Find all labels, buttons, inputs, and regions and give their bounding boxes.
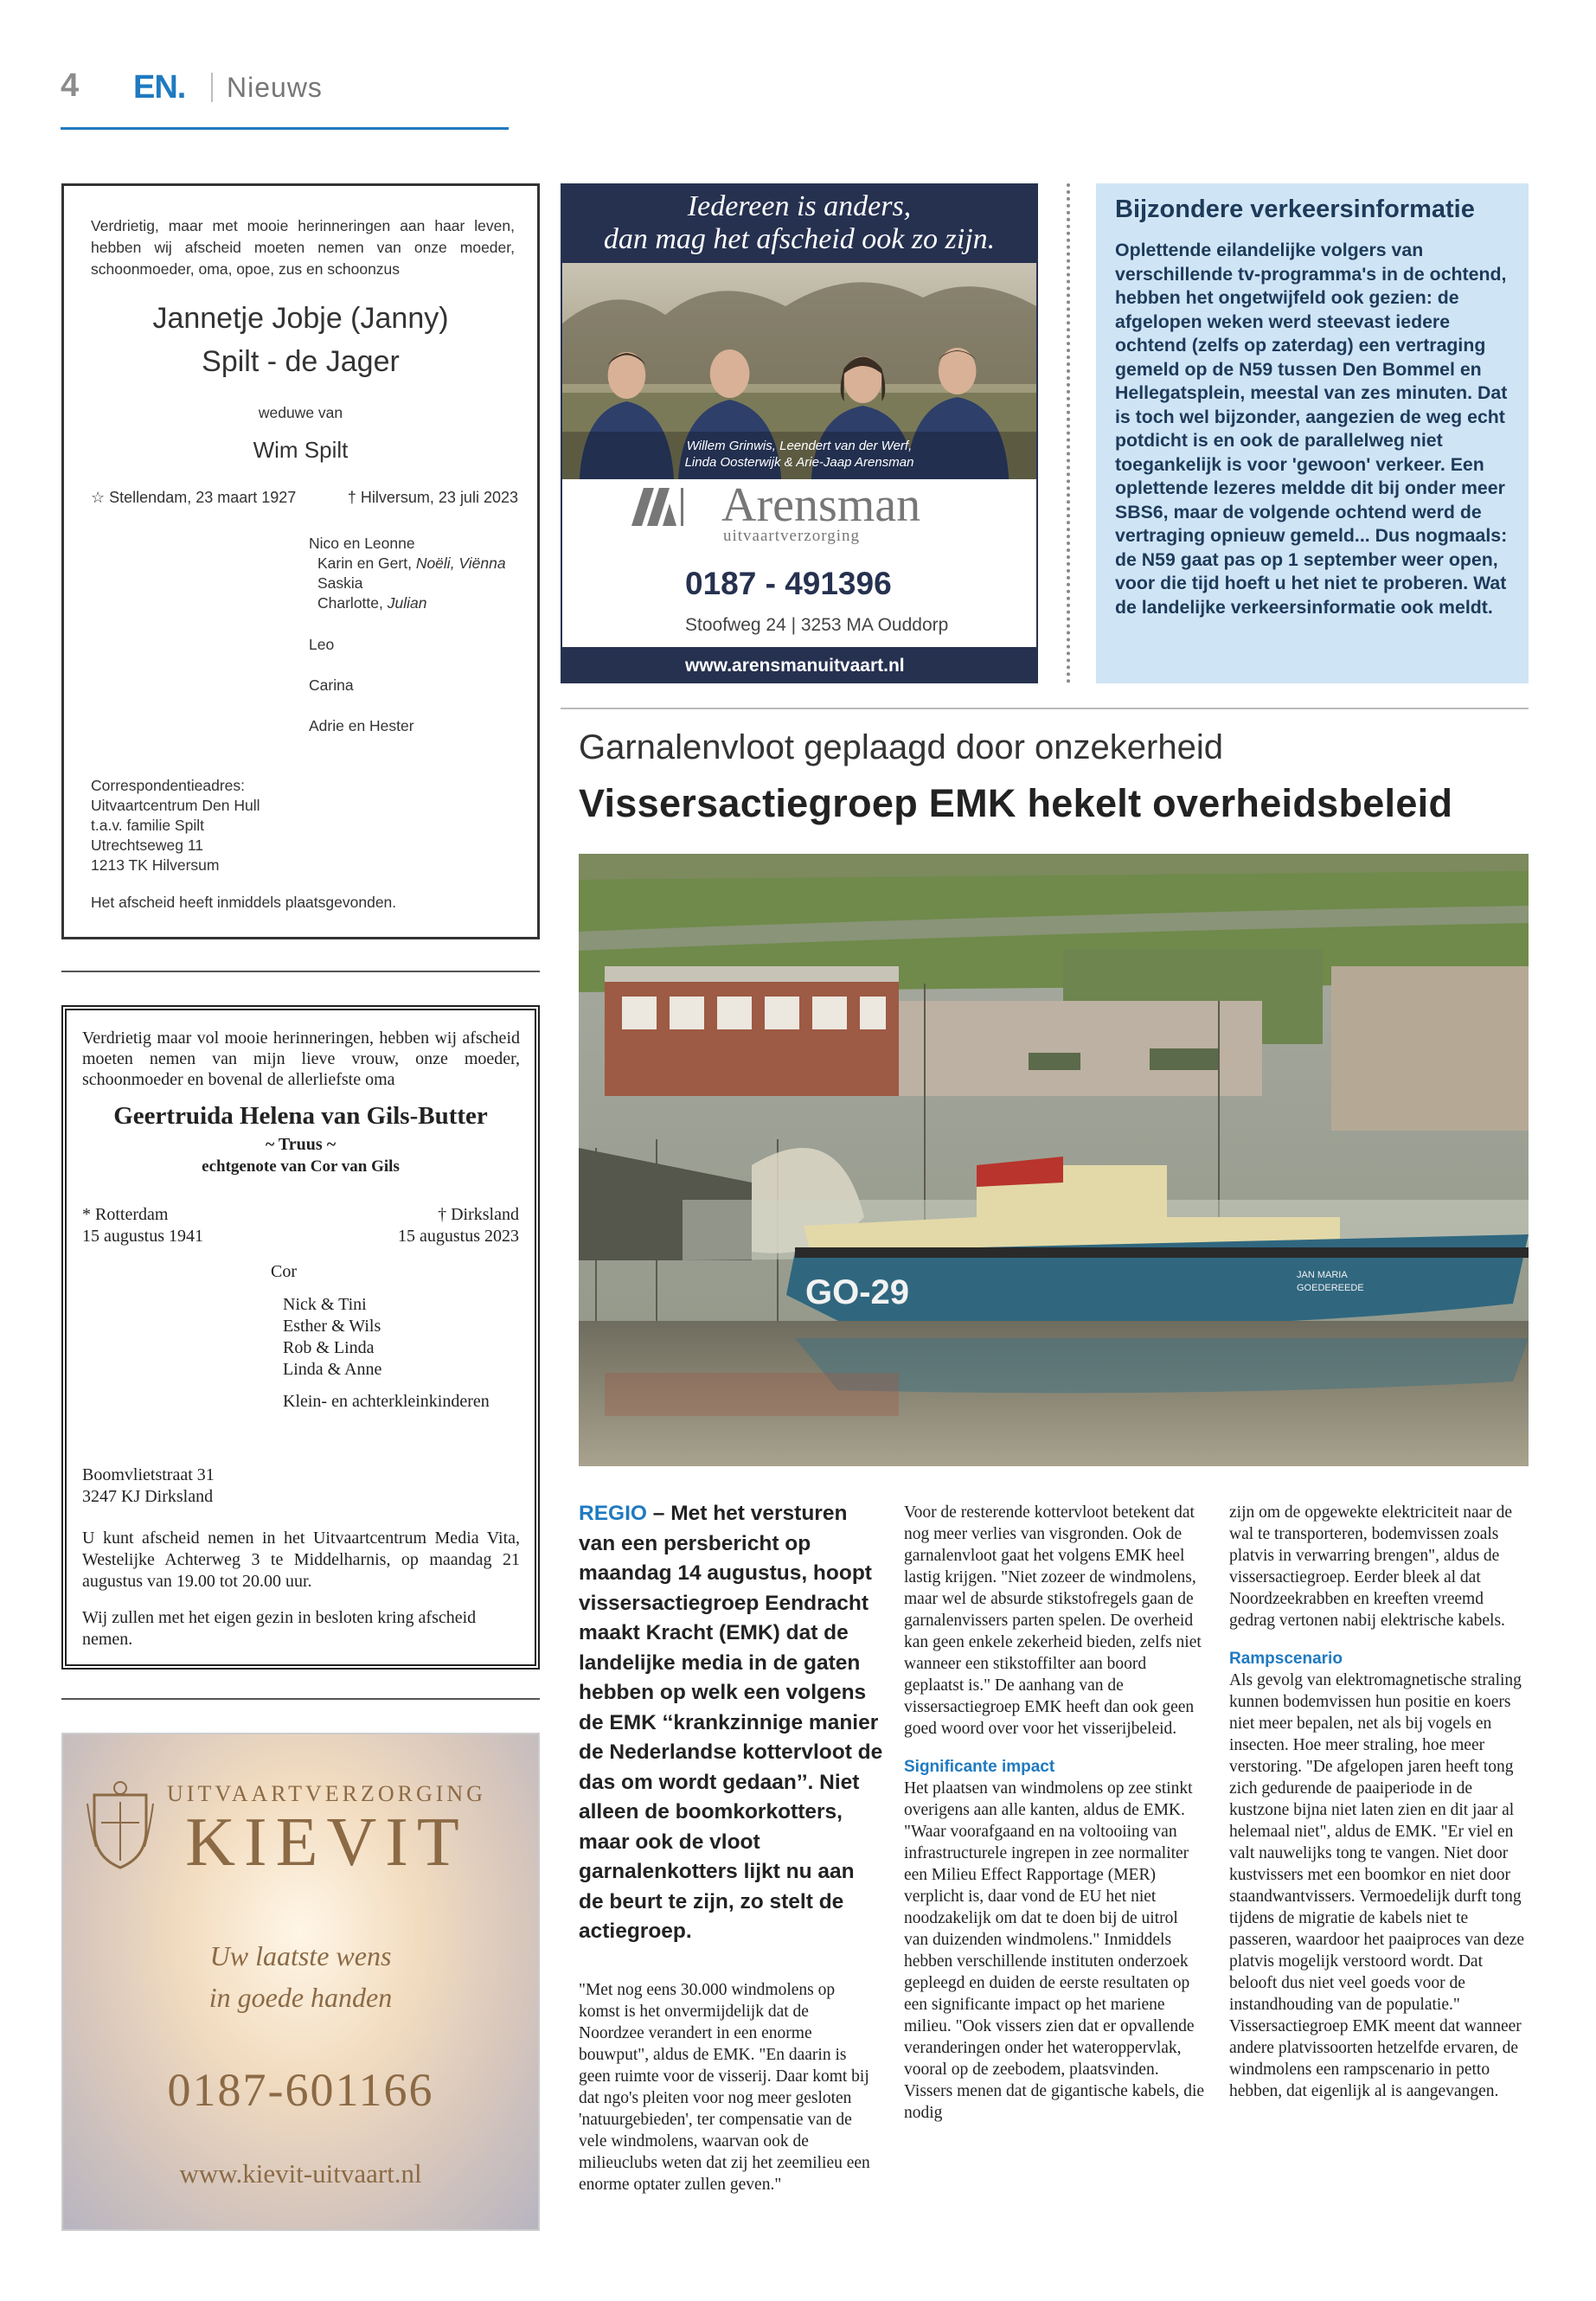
article-column-1: "Met nog eens 30.000 windmolens op komst is het onvermijdelijk dat de Noordzee verandert in een enorme bouwput", aldus de EMK. "En daarin is geen ruimte voor de visserij. Daar komt bij dat ngo's pleiten voor nog meer gesloten 'natuurgebieden', ter compensatie van de vele windmolens, waarvan ook de milieuclubs weten dat zij het zeemilieu een enorme optater zullen geven.": [579, 1981, 870, 2194]
death-text: Hilversum, 23 juli 2023: [360, 489, 518, 506]
birth-date: 15 augustus 1941: [82, 1227, 203, 1246]
deceased-nickname: ~ Truus ~: [265, 1135, 337, 1154]
widow-label: weduwe van: [258, 404, 343, 421]
ad-tagline: in goede handen: [208, 1982, 393, 2013]
ad-brand: Arensman: [721, 478, 921, 532]
death-info: [348, 489, 518, 507]
family-line: Klein- en achterkleinkinderen: [283, 1392, 490, 1411]
address-line: t.a.v. familie Spilt: [91, 817, 204, 834]
family-grandchildren: Noëli, Viënna: [415, 554, 506, 572]
arensman-logo-icon: [631, 488, 683, 526]
family-grandchildren: Julian: [387, 594, 427, 612]
divider: [61, 1698, 540, 1700]
ad-subtitle: uitvaartverzorging: [723, 527, 860, 545]
address-line: Correspondentieadres:: [91, 777, 246, 794]
dateline: REGIO: [579, 1502, 647, 1525]
deceased-name: Geertruida Helena van Gils-Butter: [113, 1102, 488, 1130]
ad-website-link[interactable]: www.kievit-uitvaart.nl: [179, 2158, 422, 2189]
caption-line: Linda Oosterwijk & Arie-Jaap Arensman: [684, 455, 914, 470]
subheading: Rampscenario: [1229, 1650, 1343, 1668]
article-column-3: [1229, 1502, 1529, 2102]
address-line: 1213 TK Hilversum: [91, 856, 220, 874]
correspondence-address: [91, 776, 260, 875]
ad-tagline: Uw laatste wens: [209, 1940, 392, 1971]
address-line: 3247 KJ Dirksland: [82, 1487, 214, 1506]
ad-phone[interactable]: 0187 - 491396: [685, 566, 892, 601]
address-line: Uitvaartcentrum Den Hull: [91, 797, 260, 814]
family-line: Nick & Tini: [283, 1295, 367, 1314]
boat-port: GOEDEREEDE: [1297, 1283, 1364, 1293]
obituary-spilt: [61, 183, 540, 939]
header-rule: [61, 127, 509, 130]
home-address: [82, 1465, 215, 1508]
paragraph: Het plaatsen van windmolens op zee stinkt overigens aan alle kanten, aldus de EMK. "Waar voorafgaand en na voltooiing van infrastructurele ingrepen in zee normaliter een Milieu Effect Rapportage (MER) verplicht is, daar vond de EU het niet noodzakelijk om dat te doen bij de uitrol van duizenden windmolens." Inmiddels hebben verschillende instituten onderzoek gepleegd en duiden de eerste resultaten op een significante impact op het mariene milieu. "Ook vissers zien dat er opvallende veranderingen onder het wateroppervlak, vooral op de zeebodem, plaatsvinden. Vissers menen dat de gigantische kabels, die nodig: [904, 1779, 1205, 2122]
photo-caption: [562, 438, 1036, 471]
private-funeral-note: Wij zullen met het eigen gezin in besloten kring afscheid nemen.: [82, 1608, 477, 1649]
family-line: Adrie en Hester: [309, 717, 414, 734]
ad-headline: Iedereen is anders,: [687, 190, 912, 222]
article-column-2: [904, 1502, 1205, 2124]
section-title: Nieuws: [227, 72, 323, 103]
divider: [61, 971, 540, 972]
caption-line: Willem Grinwis, Leendert van der Werf,: [686, 439, 913, 453]
death-place: † Dirksland: [438, 1205, 519, 1224]
address-line: Utrechtseweg 11: [91, 836, 204, 854]
obituary-van-gils: [61, 1005, 540, 1670]
brand-separator: [211, 73, 213, 102]
family-line: Esther & Wils: [283, 1317, 381, 1336]
boat-registration: GO-29: [805, 1273, 910, 1311]
family-name: Charlotte,: [317, 594, 388, 612]
family-line: Leo: [309, 636, 335, 653]
cross-icon: †: [347, 489, 356, 506]
family-line: Carina: [309, 676, 354, 694]
deceased-name: Jannetje Jobje (Janny): [152, 302, 449, 335]
paragraph: zijn om de opgewekte elektriciteit naar de wal te transporteren, bodemvissen zoals platvis in verwarring brengen", aldus de vissersactiegroep. Eerder bleek al dat Noordzeekrabben en kreeften vreemd gedrag vertonen nabij elektrische kabels.: [1229, 1503, 1513, 1630]
article-lead: [579, 1499, 883, 1947]
brand-logo[interactable]: EN.: [133, 69, 186, 106]
kievit-advertisement[interactable]: [61, 1733, 540, 2231]
ad-phone[interactable]: 0187-601166: [167, 2064, 434, 2116]
death-date: 15 augustus 2023: [398, 1227, 519, 1246]
family-line: Linda & Anne: [283, 1360, 382, 1379]
visitation-notice: U kunt afscheid nemen in het Uitvaartcentrum Media Vita, Westelijke Achterweg 3 te Middelharnis, op maandag 21 augustus van 19.00 tot 20.00 uur.: [82, 1529, 520, 1591]
birth-info: [82, 1204, 203, 1247]
birth-info: [91, 489, 296, 507]
address-line: Boomvlietstraat 31: [82, 1465, 215, 1484]
ad-address: Stoofweg 24 | 3253 MA Ouddorp: [685, 615, 949, 635]
page-number: 4: [61, 67, 80, 104]
farewell-note: Het afscheid heeft inmiddels plaatsgevonden.: [91, 894, 397, 911]
arensman-advertisement[interactable]: [561, 183, 1038, 683]
harbor-photo: [579, 854, 1529, 1466]
ad-brand: KIEVIT: [185, 1804, 468, 1881]
family-line: Rob & Linda: [283, 1338, 375, 1357]
paragraph: Voor de resterende kottervloot betekent dat nog meer verlies van visgronden. Ook de garnalenvloot gaat het volgens EMK heel lastig krijgen. "Niet zozeer de windmolens, maar wel de absurde stikstofregels gaan de garnalenvissers parten spelen. De overheid kan geen enkele zekerheid bieden, zelfs niet wanneer een stikstoffilter aan boord geplaatst is." De aanhang van de vissersactiegroep EMK heeft dan ook geen goed woord over voor het visserijbeleid.: [904, 1503, 1202, 1738]
birth-text: Stellendam, 23 maart 1927: [109, 489, 297, 506]
ad-headline: dan mag het afscheid ook zo zijn.: [603, 223, 996, 255]
obituary-intro: Verdrietig maar vol mooie herinneringen, hebben wij afscheid moeten nemen van mijn lieve vrouw, onze moeder, schoonmoeder en bovenal de allerliefste oma: [82, 1029, 520, 1089]
birth-place: * Rotterdam: [82, 1205, 169, 1224]
article-rule: [561, 708, 1529, 709]
star-icon: ☆: [91, 489, 106, 506]
family-line: Saskia: [317, 574, 363, 592]
ad-label: UITVAARTVERZORGING: [167, 1781, 486, 1806]
family-list: [283, 1294, 381, 1381]
lead-text: – Met het versturen van een persbericht op maandag 14 augustus, hoopt vissersactiegroep Eendracht maakt Kracht (EMK) dat de landelijke media in de gaten hebben op welk een volgens de EMK ‘‘krankzinnige manier de Nederlandse kottervloot de das om wordt gedaan’’. Niet alleen de boomkorkotters, maar ook de vloot garnalenkotters lijkt nu aan de beurt te zijn, zo stelt de actiegroep.: [579, 1502, 883, 1943]
death-info: [398, 1204, 519, 1247]
family-line: Nico en Leonne: [309, 535, 415, 552]
family-line: Cor: [271, 1262, 297, 1281]
obituary-intro: Verdrietig, maar met mooie herinneringen aan haar leven, hebben wij afscheid moeten nemen van onze moeder, schoonmoeder, oma, opoe, zus en schoonzus: [91, 217, 515, 278]
boat-name: JAN MARIA: [1297, 1270, 1348, 1280]
article-headline: Vissersactiegroep EMK hekelt overheidsbeleid: [579, 781, 1453, 825]
dotted-divider: [1067, 183, 1070, 683]
family-name: Karin en Gert,: [317, 554, 416, 572]
family-line: [317, 554, 506, 574]
traffic-title: Bijzondere verkeersinformatie: [1115, 195, 1475, 223]
deceased-surname: Spilt - de Jager: [202, 345, 400, 378]
spouse-name: Wim Spilt: [253, 437, 349, 463]
family-line: [317, 593, 426, 613]
paragraph: Als gevolg van elektromagnetische straling kunnen bodemvissen hun positie en koers niet meer bepalen, net als bij vogels en insecten. Hoe meer straling, hoe meer verstoring. "De afgelopen jaren heeft tong zich gedurende de paaiperiode in de kustzone bijna niet laten zien en dit jaar al helemaal niet", aldus de EMK. "Er viel en valt nauwelijks tong te vangen. Niet door kustvissers met een boomkor en niet door staandwantvissers. Vermoedelijk durft tong tijdens de migratie de kabels niet te passeren, waardoor het paaiproces van deze platvis mogelijk verstoord wordt. Dat belooft dus niet veel goeds voor de instandhouding van de populatie." Vissersactiegroep EMK meent dat wanneer andere platvissoorten hetzelfde ervaren, de windmolens een rampscenario in petto hebben, dat eigenlijk al is aangevangen.: [1229, 1671, 1525, 2100]
ad-website-link[interactable]: www.arensmanuitvaart.nl: [685, 656, 905, 676]
spouse-line: echtgenote van Cor van Gils: [202, 1157, 400, 1176]
subheading: Significante impact: [904, 1758, 1055, 1776]
traffic-body: Oplettende eilandelijke volgers van verschillende tv-programma's in de ochtend, hebben het ongetwijfeld ook gezien: de afgelopen weken werd steevast iedere ochtend (zelfs op zaterdag) een vertraging gemeld op de N59 tussen Den Bommel en Hellegatsplein, meestal van zes minuten. Dat is toch wel bijzonder, aangezien de weg echt potdicht is en ook de parallelweg niet toegankelijk is voor 'gewoon' verkeer. Een oplettende lezeres meldde dit bij onder meer SBS6, maar de volgende ochtend werd de vertraging opnieuw gemeld... Dus nogmaals: de N59 gaat pas op 1 september weer open, voor die tijd hoeft u het niet te proberen. Wat de landelijke verkeersinformatie ook meldt.: [1115, 240, 1508, 618]
traffic-info-box: [1096, 183, 1529, 683]
article-kicker: Garnalenvloot geplaagd door onzekerheid: [579, 728, 1223, 766]
